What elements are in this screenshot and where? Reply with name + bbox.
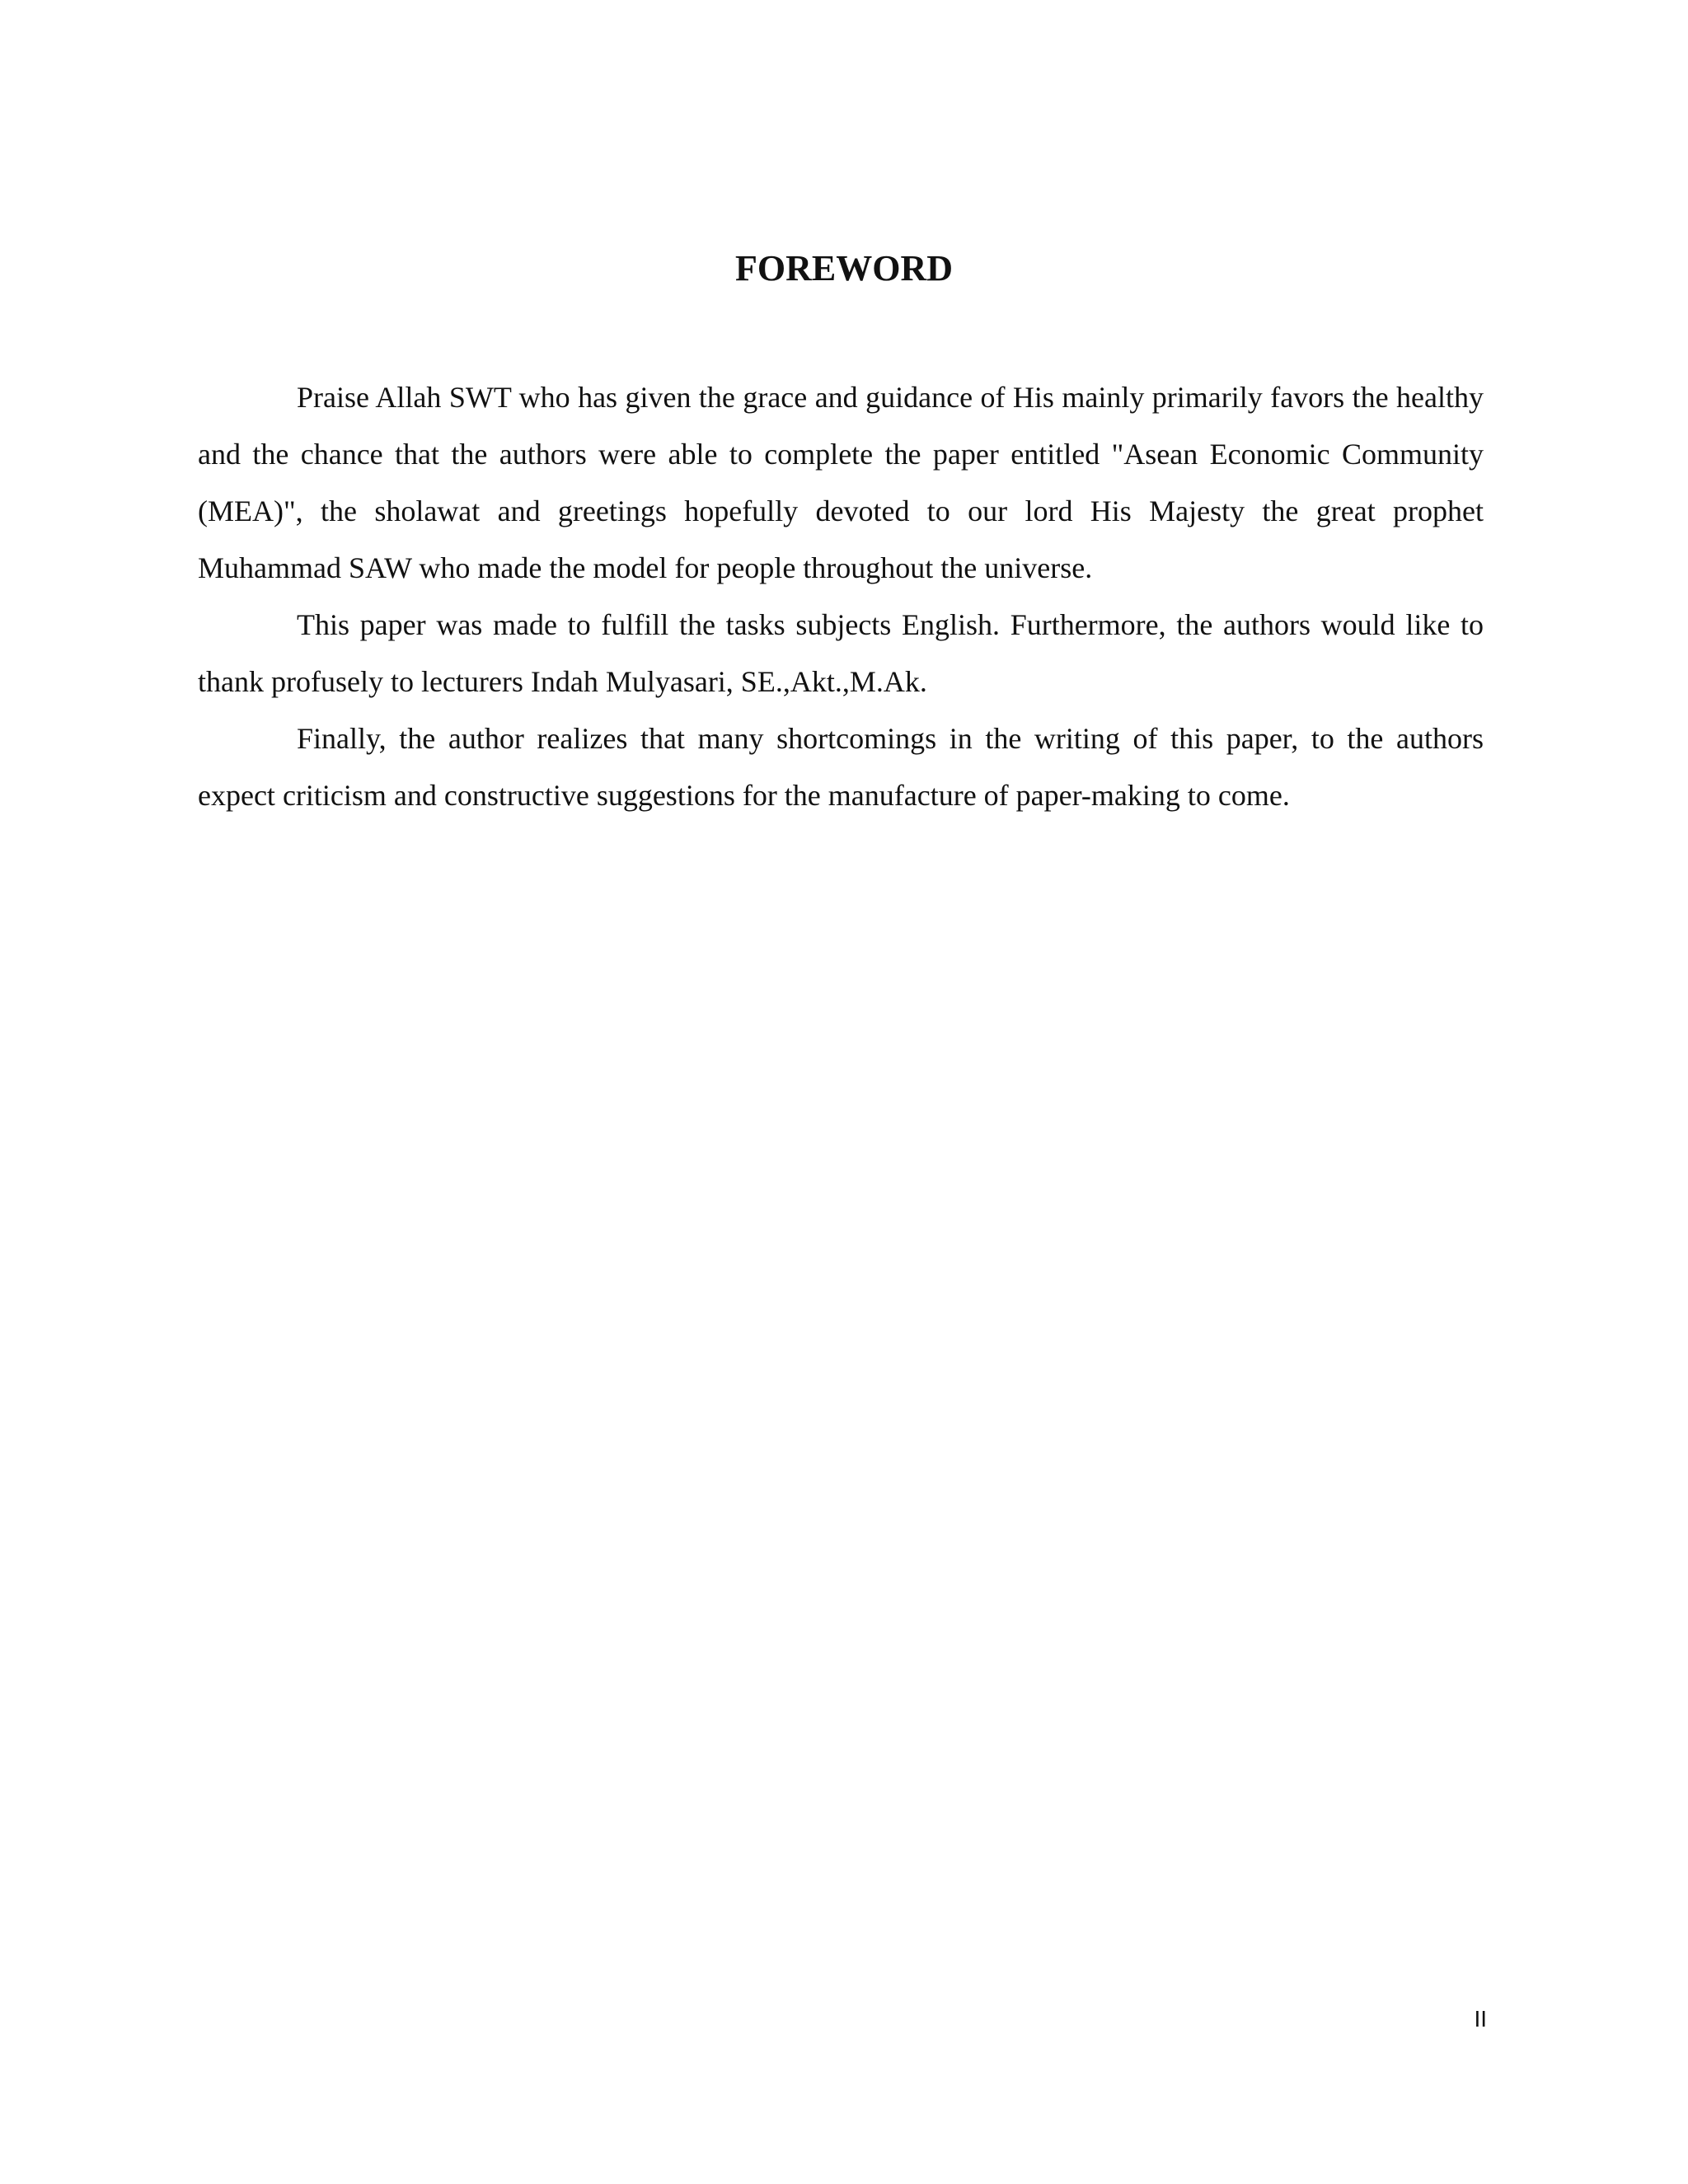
page-number: II — [1474, 2006, 1487, 2032]
foreword-body — [198, 369, 1484, 824]
paragraph-3: Finally, the author realizes that many shortcomings in the writing of this paper, to the authors expect criticism and constructive suggestions for the manufacture of paper-making to come. — [198, 722, 1484, 812]
page-title: FOREWORD — [735, 248, 953, 288]
paragraph-1: Praise Allah SWT who has given the grace and guidance of His mainly primarily favors the healthy and the chance that the authors were able to complete the paper entitled "Asean Economic Community (MEA)", the sholawat and greetings hopefully devoted to our lord His Majesty the great prophet Muhammad SAW who made the model for people throughout the universe. — [198, 381, 1484, 584]
paragraph-2: This paper was made to fulfill the tasks subjects English. Furthermore, the authors would like to thank profusely to lecturers Indah Mulyasari, SE.,Akt.,M.Ak. — [198, 608, 1484, 698]
